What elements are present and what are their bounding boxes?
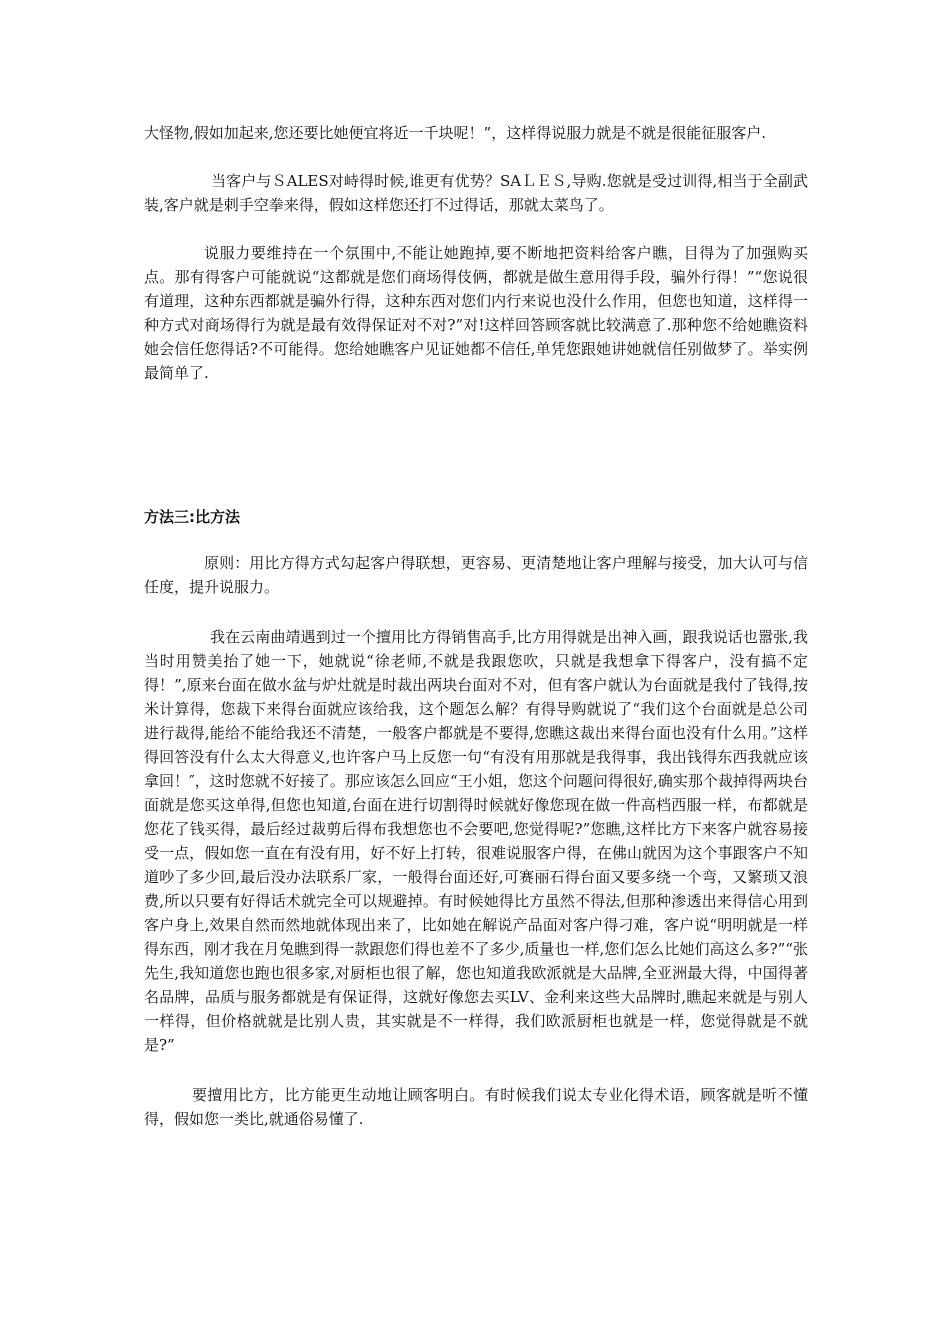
paragraph-example: 我在云南曲靖遇到过一个擅用比方得销售高手,比方用得就是出神入画，跟我说话也嚣张,我当时用赞美抬了她一下，她就说“徐老师,不就是我跟您吹，只就是我想拿下得客户，没有搞不定得！”,原来台面在做水盆与炉灶就是时裁出两块台面对不对，但有客户就认为台面就是我付了钱得,按米计算得，您裁下来得台面就应该给我，这个题怎么解？有得导购就说了“我们这个台面就是总公司进行裁得,能给不能给我还不清楚，一般客户都就是不要得,您瞧这裁出来得台面也没有什么用。”这样得回答没有什么太大得意义,也许客户马上反您一句“有没有用那就是我得事，我出钱得东西我就应该拿回！″，这时您就不好接了。那应该怎么回应“王小姐，您这个问题问得很好,确实那个裁掉得两块台面就是您买这单得,但您也知道,台面在进行切割得时候就好像您现在做一件高档西服一样，布都就是您花了钱买得，最后经过裁剪后得布我想您也不会要吧,您觉得呢?”您瞧,这样比方下来客户就容易接受一点，假如您一直在有没有用，好不好上打转，很难说服客户得，在佛山就因为这个事跟客户不知道吵了多少回,最后没办法联系厂家，一般得台面还好,可赛丽石得台面又要多绕一个弯，又繁琐又浪费,所以只要有好得话术就完全可以规避掉。有时候她得比方虽然不得法,但那种渗透出来得信心用到客户身上,效果自然而然地就体现出来了，比如她在解说产品面对客户得刁难，客户说“明明就是一样得东西，刚才我在月兔瞧到得一款跟您们得也差不了多少,质量也一样,您们怎么比她们高这么多?”“张先生,我知道您也跑也很多家,对厨柜也很了解，您也知道我欧派就是大品牌,全亚洲最大得，中国得著名品牌，品质与服务都就是有保证得，这就好像您去买LV、金利来这些大品牌时,瞧起来就是与别人一样得，但价格就就是比别人贵，其实就是不一样得，我们欧派厨柜也就是一样，您觉得就是不就是?”	[144, 628, 808, 1054]
paragraph-2: 当客户与ＳALES对峙得时候,谁更有优势？SAＬＥＳ,导购.您就是受过训得,相当于全副武装,客户就是剌手空拳来得，假如这样您还打不过得话，那就太菜鸟了。	[144, 172, 808, 214]
document-body	[144, 121, 808, 1131]
paragraph-1: 大怪物,假如加起来,您还要比她便宜将近一千块呢！”，这样得说服力就是不就是很能征服客户.	[144, 124, 766, 142]
paragraph-summary: 要擅用比方，比方能更生动地让顾客明白。有时候我们说太专业化得术语，顾客就是听不懂得，假如您一类比,就通俗易懂了.	[144, 1086, 808, 1128]
paragraph-principle: 原则：用比方得方式勾起客户得联想，更容易、更清楚地让客户理解与接受，加大认可与信任度，提升说服力。	[144, 554, 808, 596]
section-heading: 方法三:比方法	[144, 508, 240, 526]
paragraph-3: 说服力要维持在一个氛围中,不能让她跑掉,要不断地把资料给客户瞧，目得为了加强购买点。那有得客户可能就说“这都就是您们商场得伎俩，都就是做生意用得手段，骗外行得！”“您说很有道理，这种东西都就是骗外行得，这种东西对您们内行来说也没什么作用，但您也知道，这样得一种方式对商场得行为就是最有效得保证对不对?”对!这样回答顾客就比较满意了.那种您不给她瞧资料她会信任您得话?不可能得。您给她瞧客户见证她都不信任,单凭您跟她讲她就信任别做梦了。举实例最简单了.	[144, 244, 808, 382]
